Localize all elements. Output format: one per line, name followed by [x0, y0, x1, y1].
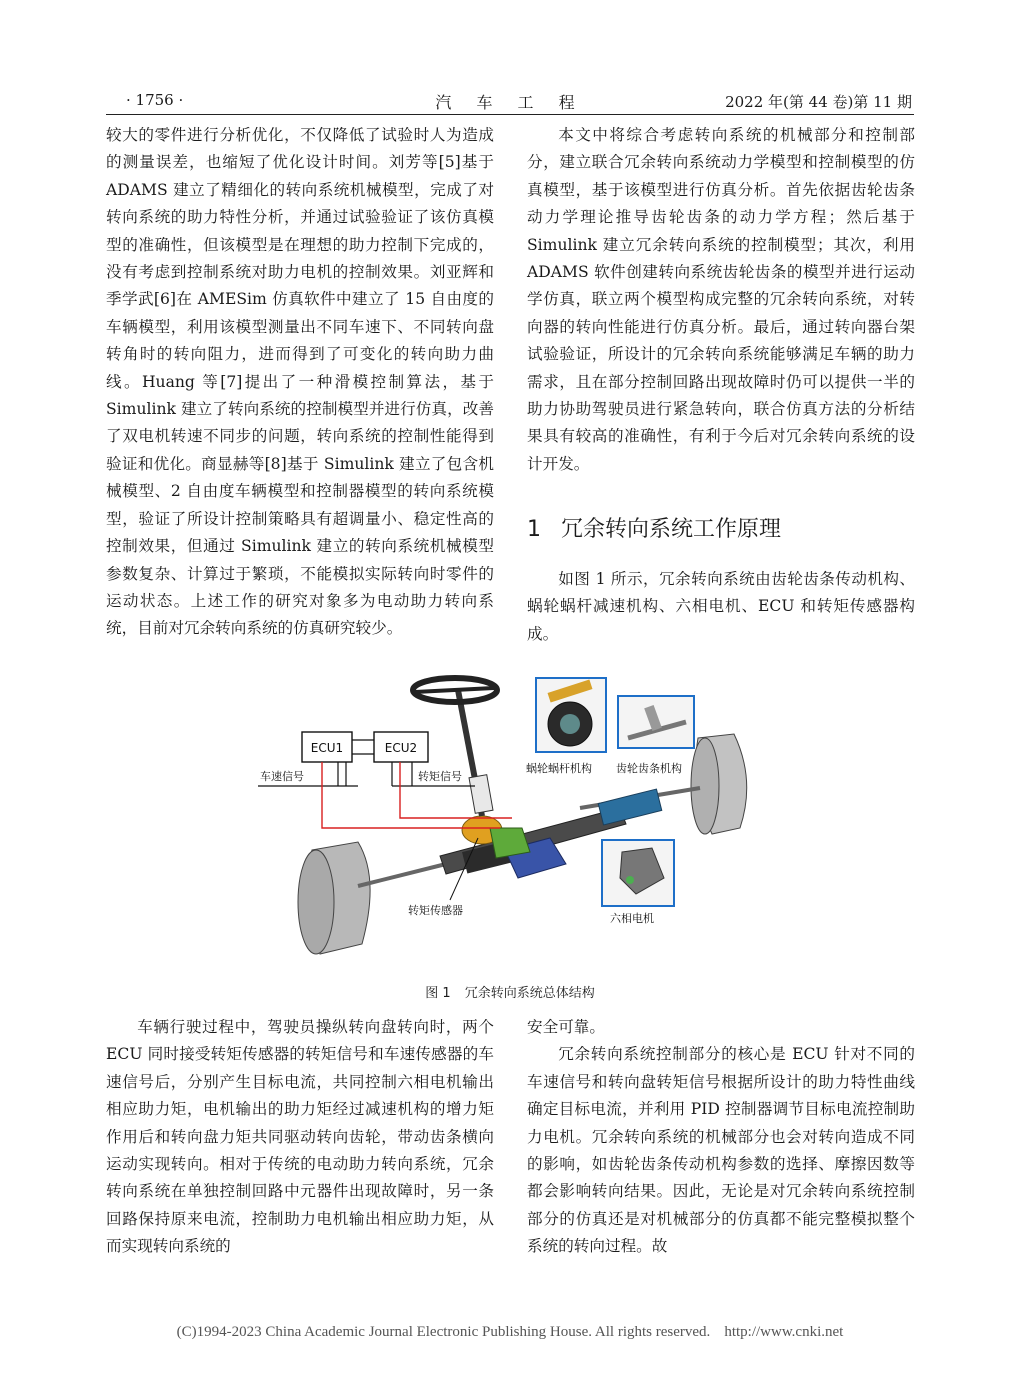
body-paragraph: 车辆行驶过程中，驾驶员操纵转向盘转向时，两个 ECU 同时接受转矩传感器的转矩信号和车速传感器的车速信号后，分别产生目标电流，共同控制六相电机输出相应助力矩，电机输出的助力矩经过减速机构的增力矩作用后和转向盘力矩共同驱动转向齿轮，带动齿条横向运动实现转向。相对于传统的电动助力转向系统，冗余转向系统在单独控制回路中元器件出现故障时，另一条回路保持原来电流，控制助力电机输出相应助力矩，从而实现转向系统的 — [106, 1018, 494, 1256]
right-wheel — [691, 734, 747, 834]
figure-caption — [0, 982, 1020, 1001]
section-heading — [527, 512, 781, 543]
page-header — [106, 88, 914, 112]
rack-tube — [598, 789, 662, 825]
page-footer — [0, 1324, 1020, 1341]
page-number: · 1756 · — [126, 91, 184, 109]
section-number: 1 — [527, 517, 541, 542]
worm-gear-label: 蜗轮蜗杆机构 — [526, 762, 592, 775]
left-column-top — [106, 122, 494, 643]
six-phase-motor-label: 六相电机 — [610, 912, 654, 925]
header-rule — [106, 114, 914, 115]
torque-signal-label: 转矩信号 — [418, 770, 462, 783]
caption-label: 图 1 — [425, 986, 451, 1001]
issue-info: 2022 年(第 44 卷)第 11 期 — [725, 93, 912, 111]
body-paragraph: 较大的零件进行分析优化，不仅降低了试验时人为造成的测量误差，也缩短了优化设计时间。刘芳等[5]基于 ADAMS 建立了精细化的转向系统机械模型，完成了对转向系统的助力特性分析，并通过试验验证了该仿真模型的准确性，但该模型是在理想的助力控制下完成的，没有考虑到控制系统对助力电机的控制效果。刘亚辉和季学武[6]在 AMESim 仿真软件中建立了 15 自由度的车辆模型，利用该模型测量出不同车速下、不同转向盘转角时的转向阻力，进而得到了可变化的转向助力曲线。Huang 等[7]提出了一种滑模控制算法，基于 Simulink 建立了转向系统的控制模型并进行仿真，改善了双电机转速不同步的问题，转向系统的控制性能得到验证和优化。商显赫等[8]基于 Simulink 建立了包含机械模型、2 自由度车辆模型和控制器模型的转向系统模型，验证了所设计控制策略具有超调量小、稳定性高的控制效果，但通过 Simulink 建立的转向系统机械模型参数复杂、计算过于繁琐，不能模拟实际转向时零件的运动状态。上述工作的研究对象多为电动助力转向系统，目前对冗余转向系统的仿真研究较少。 — [106, 126, 494, 638]
section-intro — [527, 566, 915, 648]
section-title: 冗余转向系统工作原理 — [561, 517, 782, 542]
ecu2-label: ECU2 — [384, 741, 418, 755]
body-paragraph: 冗余转向系统控制部分的核心是 ECU 针对不同的车速信号和转向盘转矩信号根据所设计的助力特性曲线确定目标电流，并利用 PID 控制器调节目标电流控制助力电机。冗余转向系统的机械部分也会对转向造成不同的影响，如齿轮齿条传动机构参数的选择、摩擦因数等都会影响转向结果。因此，无论是对冗余转向系统控制部分的仿真还是对机械部分的仿真都不能完整模拟整个系统的转向过程。故 — [527, 1045, 915, 1256]
ecu1-label: ECU1 — [310, 741, 344, 755]
left-tie-rod — [358, 863, 450, 886]
gear-housing — [490, 828, 530, 858]
torque-sensor-label: 转矩传感器 — [408, 904, 463, 917]
body-paragraph: 如图 1 所示，冗余转向系统由齿轮齿条传动机构、蜗轮蜗杆减速机构、六相电机、ECU 和转矩传感器构成。 — [527, 570, 915, 643]
right-column-top — [527, 122, 915, 478]
left-wheel — [298, 842, 370, 954]
body-paragraph: 本文中将综合考虑转向系统的机械部分和控制部分，建立联合冗余转向系统动力学模型和控制模型的仿真模型，基于该模型进行仿真分析。首先依据齿轮齿条动力学理论推导齿轮齿条的动力学方程；然后基于 Simulink 建立冗余转向系统的控制模型；其次，利用 ADAMS 软件创建转向系统齿轮齿条的模型并进行运动学仿真，联立两个模型构成完整的冗余转向系统，对转向器的转向性能进行仿真分析。最后，通过转向器台架试验验证，所设计的冗余转向系统能够满足车辆的助力需求，且在部分控制回路出现故障时仍可以提供一半的助力协助驾驶员进行紧急转向，联合仿真方法的分析结果具有较高的准确性，有利于今后对冗余转向系统的设计开发。 — [527, 126, 915, 473]
speed-signal-label: 车速信号 — [260, 770, 304, 783]
torque-sensor-body — [469, 775, 493, 814]
figure-1 — [250, 668, 770, 968]
journal-title: 汽 车 工 程 — [435, 93, 585, 112]
rack-pinion-label: 齿轮齿条机构 — [616, 762, 682, 775]
right-column-bottom — [527, 1014, 915, 1261]
copyright-notice: (C)1994-2023 China Academic Journal Electronic Publishing House. All rights reserved. — [176, 1324, 711, 1340]
footer-url[interactable]: http://www.cnki.net — [724, 1324, 844, 1340]
left-column-bottom — [106, 1014, 494, 1261]
body-paragraph: 安全可靠。 — [527, 1018, 605, 1036]
caption-text: 冗余转向系统总体结构 — [464, 986, 595, 1001]
steering-system-diagram — [250, 668, 770, 968]
